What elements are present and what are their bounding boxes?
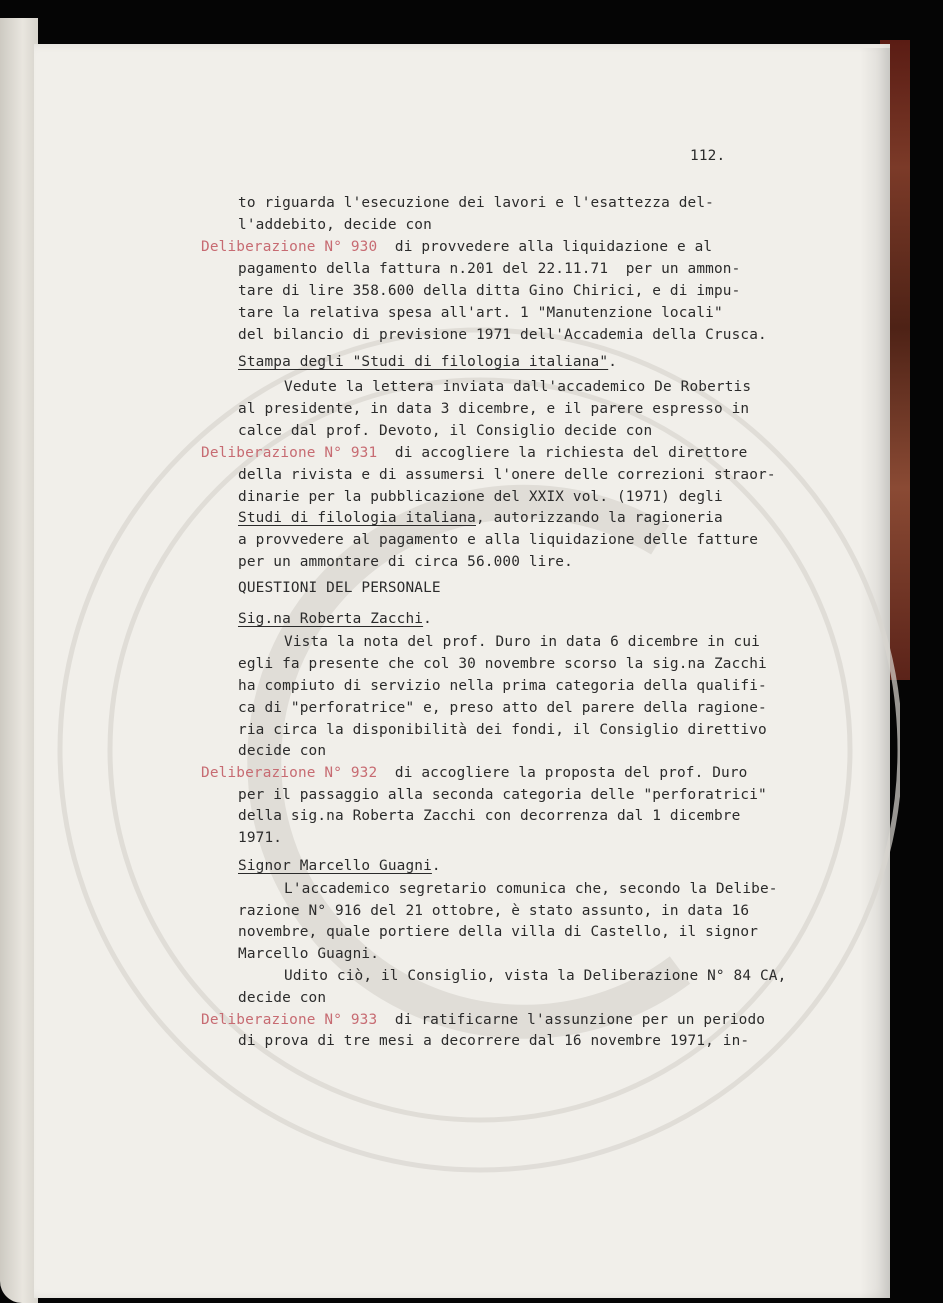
text-line [238, 193, 714, 213]
line-text: pagamento della fattura n.201 del 22.11.71 per un ammon- [238, 261, 741, 277]
line-text: , autorizzando la ragioneria [475, 510, 723, 526]
text-line [238, 806, 740, 826]
underlined-heading: Sig.na Roberta Zacchi [238, 611, 424, 627]
line-text: per il passaggio alla seconda categoria delle "perforatrici" [238, 787, 767, 803]
text-line [238, 676, 767, 696]
text-line [284, 966, 786, 986]
text-line [238, 281, 740, 301]
text-line [238, 530, 758, 550]
text-line [238, 552, 573, 572]
text-line [238, 325, 767, 345]
line-text: di ratificarne l'assunzione per un periodo [394, 1012, 766, 1028]
page-shadow [860, 48, 890, 1298]
line-text: di provvedere alla liquidazione e al [394, 239, 713, 255]
text-line [238, 421, 652, 441]
text-line [201, 763, 747, 783]
text-line [238, 856, 441, 876]
line-text: calce dal prof. Devoto, il Consiglio decide con [238, 423, 653, 439]
line-text: dinarie per la pubblicazione del XXIX vol. (1971) degli [238, 489, 723, 505]
line-text: QUESTIONI DEL PERSONALE [238, 580, 441, 596]
text-line [238, 352, 617, 372]
line-text: a provvedere al pagamento e alla liquidazione delle fatture [238, 532, 759, 548]
line-text: . [423, 611, 432, 627]
previous-page-edge [0, 18, 38, 1303]
page-number: 112. [690, 148, 726, 164]
line-text: . [608, 354, 618, 370]
text-line [238, 720, 767, 740]
line-text: L'accademico segretario comunica che, secondo la Delibe- [284, 881, 778, 897]
underlined-heading: Signor Marcello Guagni [238, 858, 432, 874]
line-text: di accogliere la richiesta del direttore [394, 445, 748, 461]
line-text: Udito ciò, il Consiglio, vista la Deliberazione N° 84 CA, [284, 968, 787, 984]
text-line [284, 879, 778, 899]
text-line [238, 922, 758, 942]
line-text: della sig.na Roberta Zacchi con decorrenza dal 1 dicembre [238, 808, 741, 824]
deliberation-label: Deliberazione N° 932 [201, 765, 378, 781]
underlined-heading: Studi di filologia italiana [238, 510, 476, 526]
text-line [238, 901, 749, 921]
text-line [238, 944, 379, 964]
line-text: ca di "perforatrice" e, preso atto del parere della ragione- [238, 700, 767, 716]
text-line [238, 508, 723, 528]
line-text: ha compiuto di servizio nella prima categoria della qualifi- [238, 678, 767, 694]
line-text: Marcello Guagni. [238, 946, 380, 962]
deliberation-label: Deliberazione N° 931 [201, 445, 378, 461]
line-text: l'addebito, decide con [238, 217, 432, 233]
text-line [201, 443, 747, 463]
line-text: del bilancio di previsione 1971 dell'Accademia della Crusca. [238, 327, 767, 343]
line-text: ria circa la disponibilità dei fondi, il Consiglio direttivo [238, 722, 767, 738]
text-line [238, 988, 326, 1008]
text-line [238, 698, 767, 718]
line-text: . [431, 858, 441, 874]
line-text: tare la relativa spesa all'art. 1 "Manutenzione locali" [238, 305, 723, 321]
deliberation-label: Deliberazione N° 930 [201, 239, 378, 255]
text-line [238, 259, 740, 279]
text-line [238, 215, 432, 235]
line-text: della rivista e di assumersi l'onere delle correzioni straor- [238, 467, 776, 483]
text-line [201, 237, 712, 257]
text-line [284, 632, 760, 652]
text-line [238, 399, 749, 419]
line-text: razione N° 916 del 21 ottobre, è stato assunto, in data 16 [238, 903, 750, 919]
line-text: 1971. [238, 830, 283, 846]
line-text: novembre, quale portiere della villa di Castello, il signor [238, 924, 759, 940]
text-line [238, 1031, 749, 1051]
text-line [238, 785, 767, 805]
line-text: di accogliere la proposta del prof. Duro [394, 765, 748, 781]
line-text: Vista la nota del prof. Duro in data 6 dicembre in cui [284, 634, 760, 650]
line-text: Vedute la lettera inviata dall'accademico De Robertis [284, 379, 752, 395]
line-text: di prova di tre mesi a decorrere dal 16 novembre 1971, in- [238, 1033, 750, 1049]
line-text: tare di lire 358.600 della ditta Gino Chirici, e di impu- [238, 283, 741, 299]
text-line [238, 303, 723, 323]
text-line [238, 741, 326, 761]
deliberation-label: Deliberazione N° 933 [201, 1012, 378, 1028]
line-text: egli fa presente che col 30 novembre scorso la sig.na Zacchi [238, 656, 767, 672]
text-line [284, 377, 751, 397]
text-line [238, 578, 441, 598]
underlined-heading: Stampa degli "Studi di filologia italiana" [238, 354, 609, 370]
line-text: per un ammontare di circa 56.000 lire. [238, 554, 573, 570]
text-line [238, 609, 432, 629]
text-line [238, 465, 776, 485]
line-text: al presidente, in data 3 dicembre, e il parere espresso in [238, 401, 750, 417]
line-text: decide con [238, 743, 327, 759]
line-text: to riguarda l'esecuzione dei lavori e l'esattezza del- [238, 195, 714, 211]
text-line [238, 487, 723, 507]
line-text: decide con [238, 990, 327, 1006]
text-line [201, 1010, 765, 1030]
text-line [238, 654, 767, 674]
text-line [238, 828, 282, 848]
